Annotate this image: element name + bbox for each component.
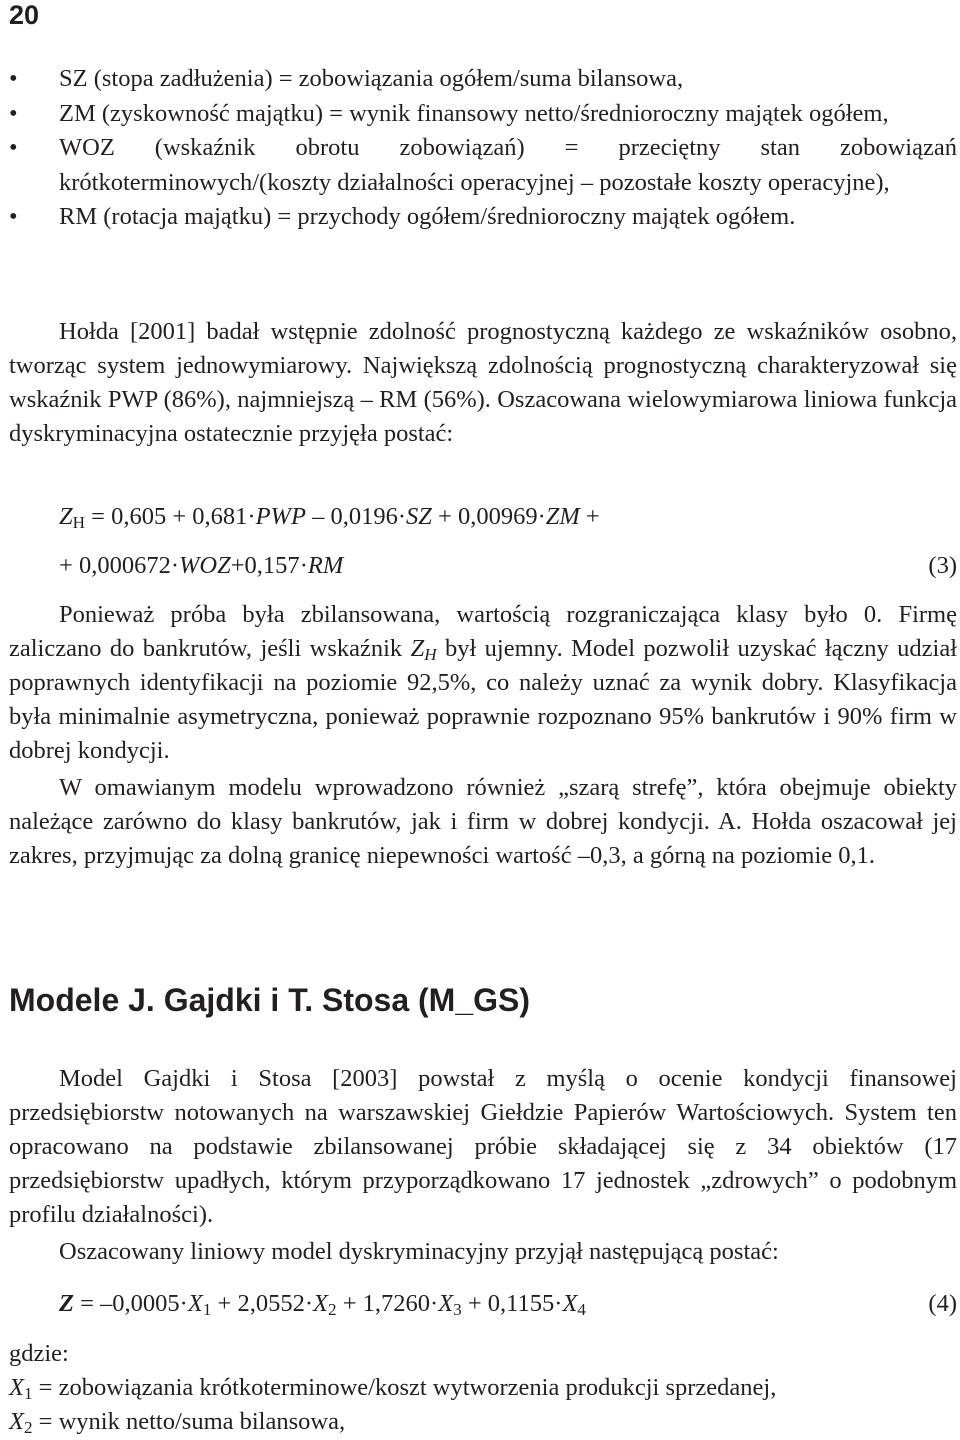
- body-paragraph: Ponieważ próba była zbilansowana, wartością rozgraniczająca klasy było 0. Firmę zaliczano do bankrutów, jeśli wskaźnik $Z_H$ był ujemny. Model pozwolił uzyskać łączny udział poprawnych identyfikacji na poziomie 92,5%, co należy uznać za wynik dobry. Klasyfikacja była minimalnie asymetryczna, ponieważ poprawnie rozpoznano 95% bankrutów i 90% firm w dobrej kondycji.: [9, 601, 958, 764]
- bullet-icon: •: [9, 65, 18, 92]
- section-heading: Modele J. Gajdki i T. Stosa (M_GS): [9, 982, 530, 1018]
- bullet-icon: •: [9, 99, 18, 127]
- list-item: • WOZ (wskaźnik obrotu zobowiązań) = przeciętny stan zobowiązań krótkoterminowych/(koszty działalności operacyjnej – pozostałe koszty operacyjne),: [9, 131, 957, 200]
- variable-definition: $X_1$ = zobowiązania krótkoterminowe/koszt wytworzenia produkcji sprzedanej,: [9, 1374, 777, 1403]
- list-item: • ZM (zyskowność majątku) = wynik finansowy netto/średnioroczny majątek ogółem,: [9, 97, 957, 132]
- equation-4: $Z = -0,0005\cdot X_1 + 2,0552\cdot X_2 + 1,7260\cdot X_3 + 0,1155\cdot X_4$ (4): [59, 1287, 957, 1321]
- body-paragraph: Hołda [2001] badał wstępnie zdolność prognostyczną każdego ze wskaźników osobno, tworząc system jednowymiarowy. Największą zdolnością prognostyczną charakteryzował się wskaźnik PWP (86%), najmniejszą – RM (56%). Oszacowana wielowymiarowa liniowa funkcja dyskryminacyjna ostatecznie przyjęła postać:: [9, 318, 957, 447]
- equation-number: (4): [928, 1290, 957, 1317]
- variable-definition: $X_2$ = wynik netto/suma bilansowa,: [9, 1408, 346, 1437]
- page-number: 20: [9, 0, 40, 30]
- equation-3-line-1: $Z_H = 0,605 + 0,681\cdot PWP - 0,0196\cdot SZ + 0,00969\cdot ZM$ +: [59, 503, 600, 532]
- body-paragraph: W omawianym modelu wprowadzono również „szarą strefę”, która obejmuje obiekty należące zarówno do klasy bankrutów, jak i firm w dobrej kondycji. A. Hołda oszacował jej zakres, przyjmując za dolną granicę niepewności wartość –0,3, a górną na poziomie 0,1.: [9, 774, 957, 869]
- list-item: • RM (rotacja majątku) = przychody ogółem/średnioroczny majątek ogółem.: [9, 200, 957, 235]
- ratio-definition-list: [9, 62, 957, 235]
- where-label: gdzie:: [9, 1340, 69, 1367]
- equation-3-line-2: + 0,000672·WOZ+0,157·RM (3): [59, 549, 957, 583]
- bullet-icon: •: [9, 203, 18, 230]
- body-paragraph: Model Gajdki i Stosa [2003] powstał z myślą o ocenie kondycji finansowej przedsiębiorstw notowanych na warszawskiej Giełdzie Papierów Wartościowych. System ten opracowano na podstawie zbilansowanej próbie składającej się z 34 obiektów (17 przedsiębiorstw upadłych, którym przyporządkowano 17 jednostek „zdrowych” o podobnym profilu działalności).: [9, 1065, 957, 1228]
- body-paragraph: Oszacowany liniowy model dyskryminacyjny przyjął następującą postać:: [59, 1238, 779, 1265]
- list-item: • SZ (stopa zadłużenia) = zobowiązania ogółem/suma bilansowa,: [9, 62, 957, 97]
- equation-number: (3): [928, 552, 957, 579]
- bullet-icon: •: [9, 134, 18, 161]
